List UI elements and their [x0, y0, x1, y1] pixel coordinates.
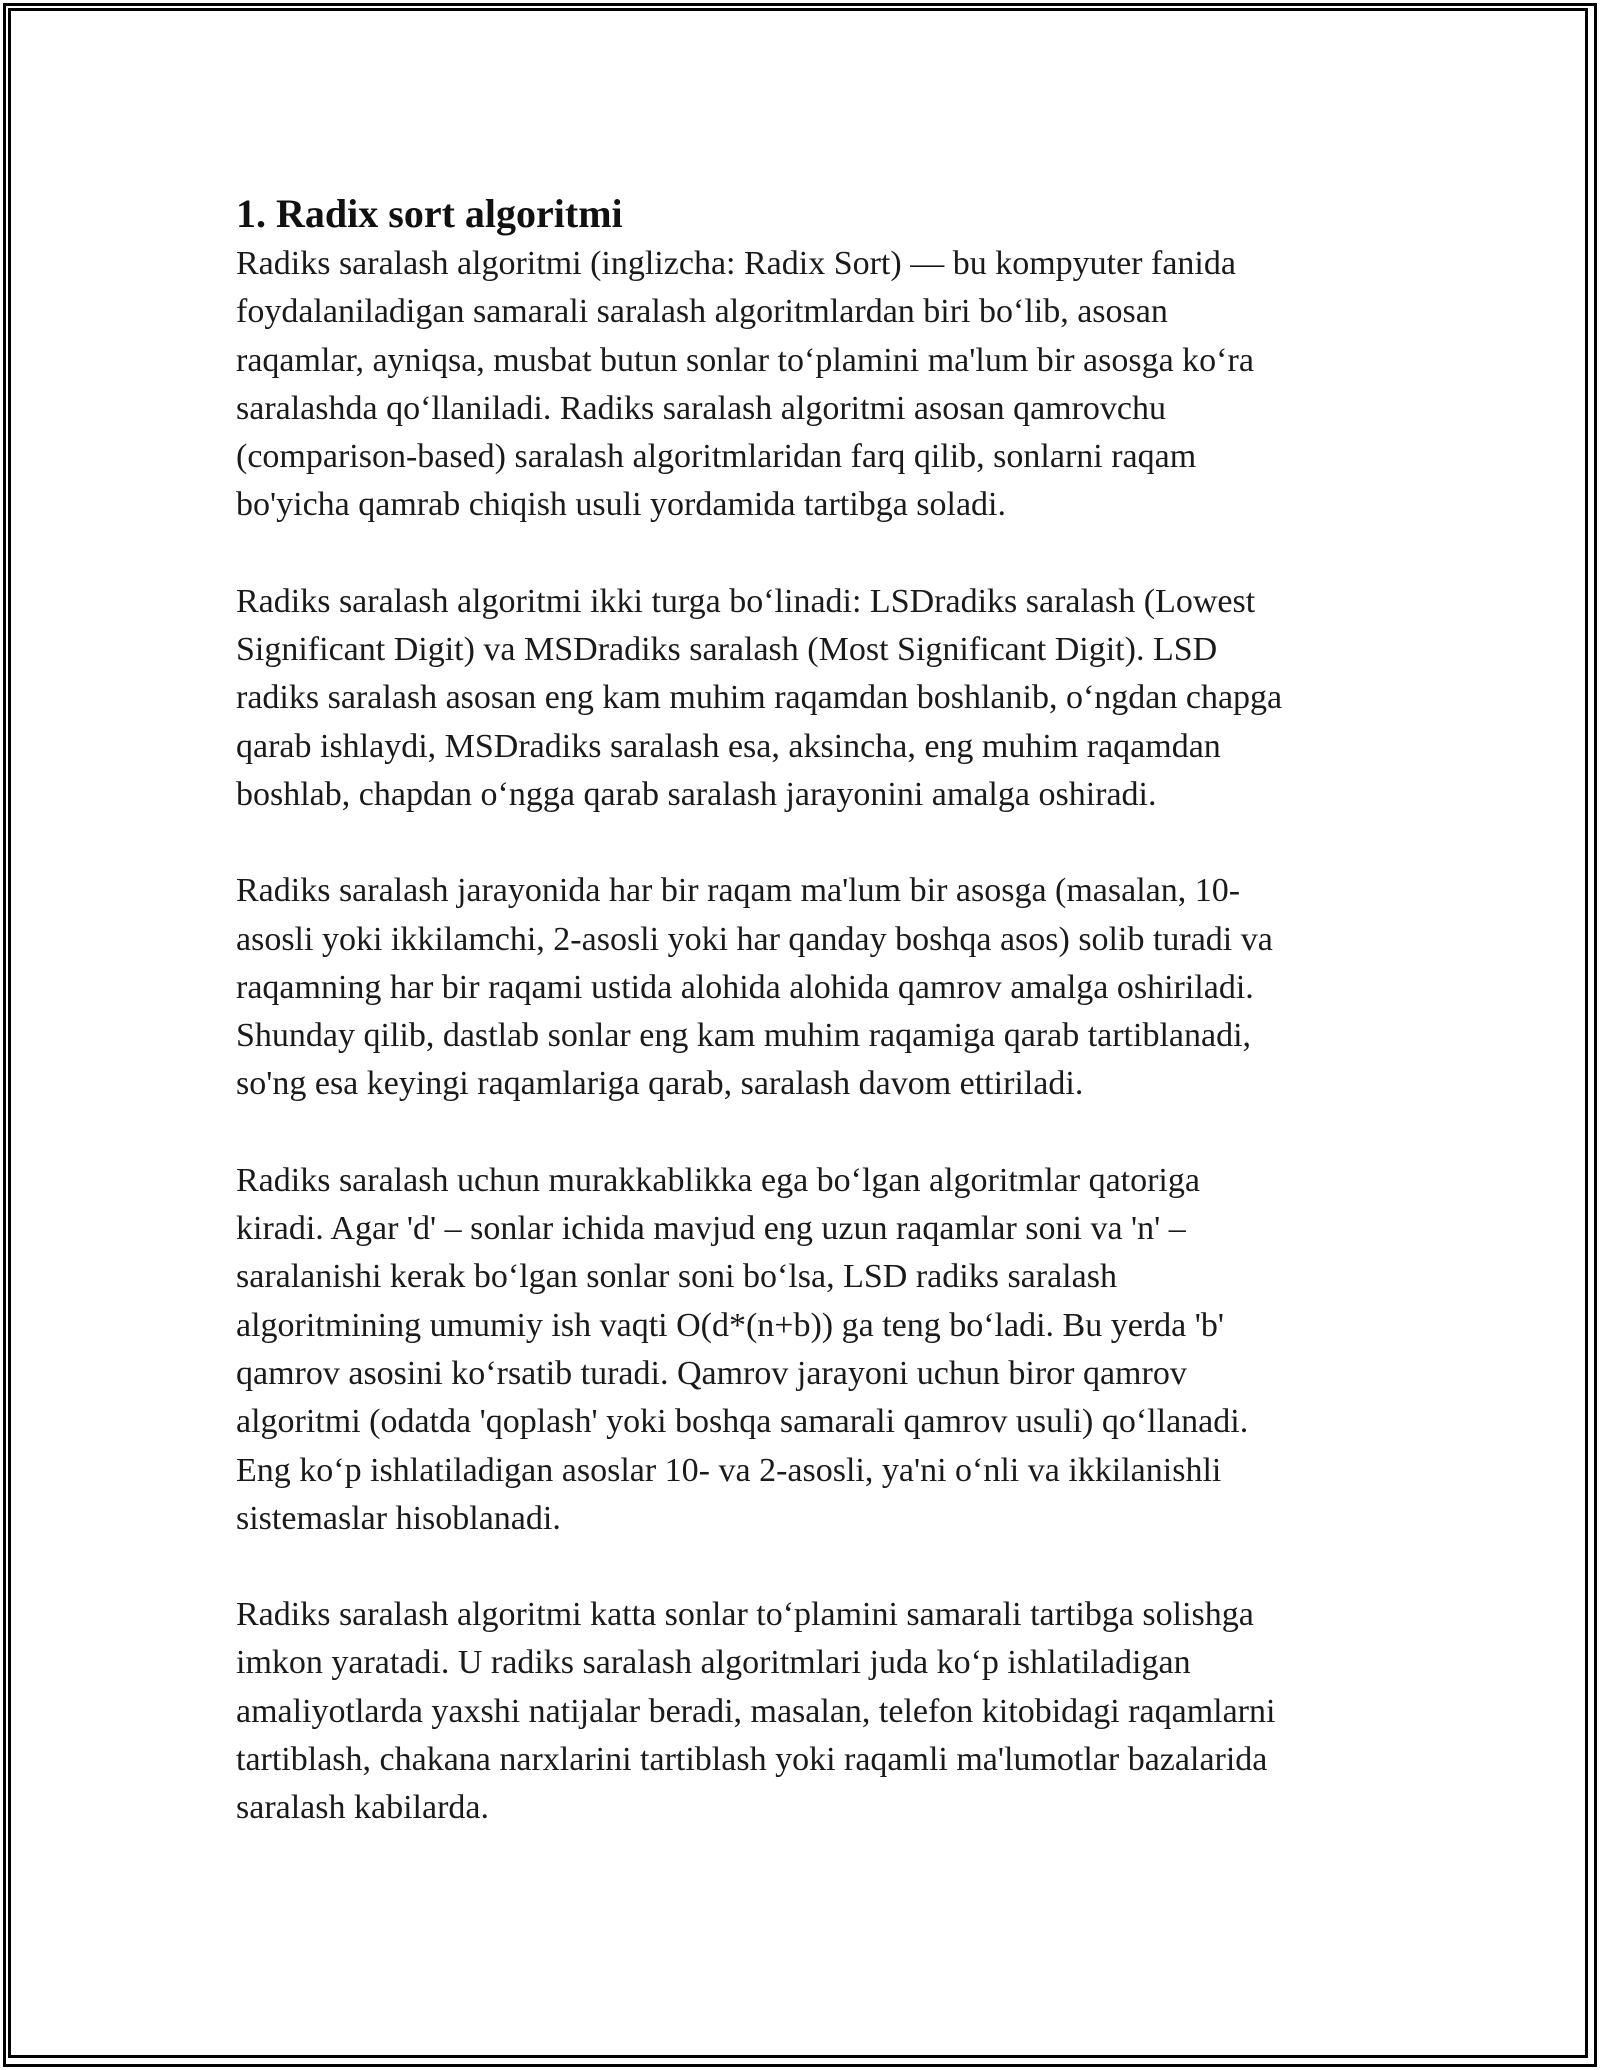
- paragraph-line: Radiks saralash algoritmi (inglizcha: Radix Sort) — bu kompyuter fanida: [236, 245, 1236, 282]
- paragraph-line: tartiblash, chakana narxlarini tartiblash yoki raqamli ma'lumotlar bazalarida: [236, 1741, 1268, 1779]
- document-body: [236, 188, 1364, 1833]
- paragraph-line: sistemaslar hisoblanadi.: [236, 1499, 561, 1537]
- paragraph-line: Shunday qilib, dastlab sonlar eng kam muhim raqamiga qarab tartiblanadi,: [236, 1017, 1252, 1055]
- paragraph-line: foydalaniladigan samarali saralash algoritmlardan biri boʻlib, asosan: [236, 293, 1168, 331]
- paragraph-line: saralanishi kerak boʻlgan sonlar soni boʻlsa, LSD radiks saralash: [236, 1258, 1117, 1296]
- paragraph-line: radiks saralash asosan eng kam muhim raqamdan boshlanib, oʻngdan chapga: [236, 679, 1283, 717]
- body-paragraph: [236, 867, 1364, 1108]
- paragraph-line: qamrov asosini koʻrsatib turadi. Qamrov jarayoni uchun biror qamrov: [236, 1354, 1187, 1392]
- section-heading: 1. Radix sort algoritmi: [236, 191, 623, 236]
- body-paragraph: [236, 240, 1364, 530]
- paragraph-line: imkon yaratadi. U radiks saralash algoritmlari juda koʻp ishlatiladigan: [236, 1644, 1191, 1682]
- body-paragraph: [236, 1157, 1364, 1543]
- paragraph-line: raqamning har bir raqami ustida alohida alohida qamrov amalga oshiriladi.: [236, 968, 1254, 1006]
- paragraph-line: amaliyotlarda yaxshi natijalar beradi, masalan, telefon kitobidagi raqamlarni: [236, 1692, 1276, 1730]
- paragraph-line: Radiks saralash uchun murakkablikka ega boʻlgan algoritmlar qatoriga: [236, 1161, 1200, 1199]
- paragraph-line: bo'yicha qamrab chiqish usuli yordamida tartibga soladi.: [236, 486, 1006, 524]
- body-paragraph: [236, 1591, 1364, 1832]
- paragraph-line: boshlab, chapdan oʻngga qarab saralash jarayonini amalga oshiradi.: [236, 775, 1157, 813]
- paragraph-line: raqamlar, ayniqsa, musbat butun sonlar toʻplamini ma'lum bir asosga koʻra: [236, 341, 1254, 379]
- paragraph-line: saralash kabilarda.: [236, 1789, 489, 1827]
- paragraph-line: so'ng esa keyingi raqamlariga qarab, saralash davom ettiriladi.: [236, 1065, 1084, 1103]
- paragraph-line: Radiks saralash algoritmi ikki turga boʻlinadi: LSDradiks saralash (Lowest: [236, 582, 1256, 620]
- paragraph-line: Eng koʻp ishlatiladigan asoslar 10- va 2-asosli, ya'ni oʻnli va ikkilanishli: [236, 1451, 1222, 1489]
- paragraph-line: saralashda qoʻllaniladi. Radiks saralash algoritmi asosan qamrovchu: [236, 389, 1167, 427]
- paragraph-line: Radiks saralash algoritmi katta sonlar toʻplamini samarali tartibga solishga: [236, 1596, 1254, 1634]
- paragraph-line: qarab ishlaydi, MSDradiks saralash esa, aksincha, eng muhim raqamdan: [236, 727, 1221, 765]
- paragraph-line: Radiks saralash jarayonida har bir raqam ma'lum bir asosga (masalan, 10-: [236, 872, 1241, 910]
- paragraph-line: kiradi. Agar 'd' – sonlar ichida mavjud eng uzun raqamlar soni va 'n' –: [236, 1210, 1186, 1248]
- paragraph-line: asosli yoki ikkilamchi, 2-asosli yoki har qanday boshqa asos) solib turadi va: [236, 920, 1273, 958]
- paragraph-list: [236, 240, 1364, 1833]
- body-paragraph: [236, 578, 1364, 819]
- paragraph-line: (comparison-based) saralash algoritmlaridan farq qilib, sonlarni raqam: [236, 438, 1197, 476]
- paragraph-line: Significant Digit) va MSDradiks saralash (Most Significant Digit). LSD: [236, 631, 1218, 669]
- paragraph-line: algoritmi (odatda 'qoplash' yoki boshqa samarali qamrov usuli) qoʻllanadi.: [236, 1403, 1249, 1441]
- paragraph-line: algoritmining umumiy ish vaqti O(d*(n+b)) ga teng boʻladi. Bu yerda 'b': [236, 1306, 1224, 1344]
